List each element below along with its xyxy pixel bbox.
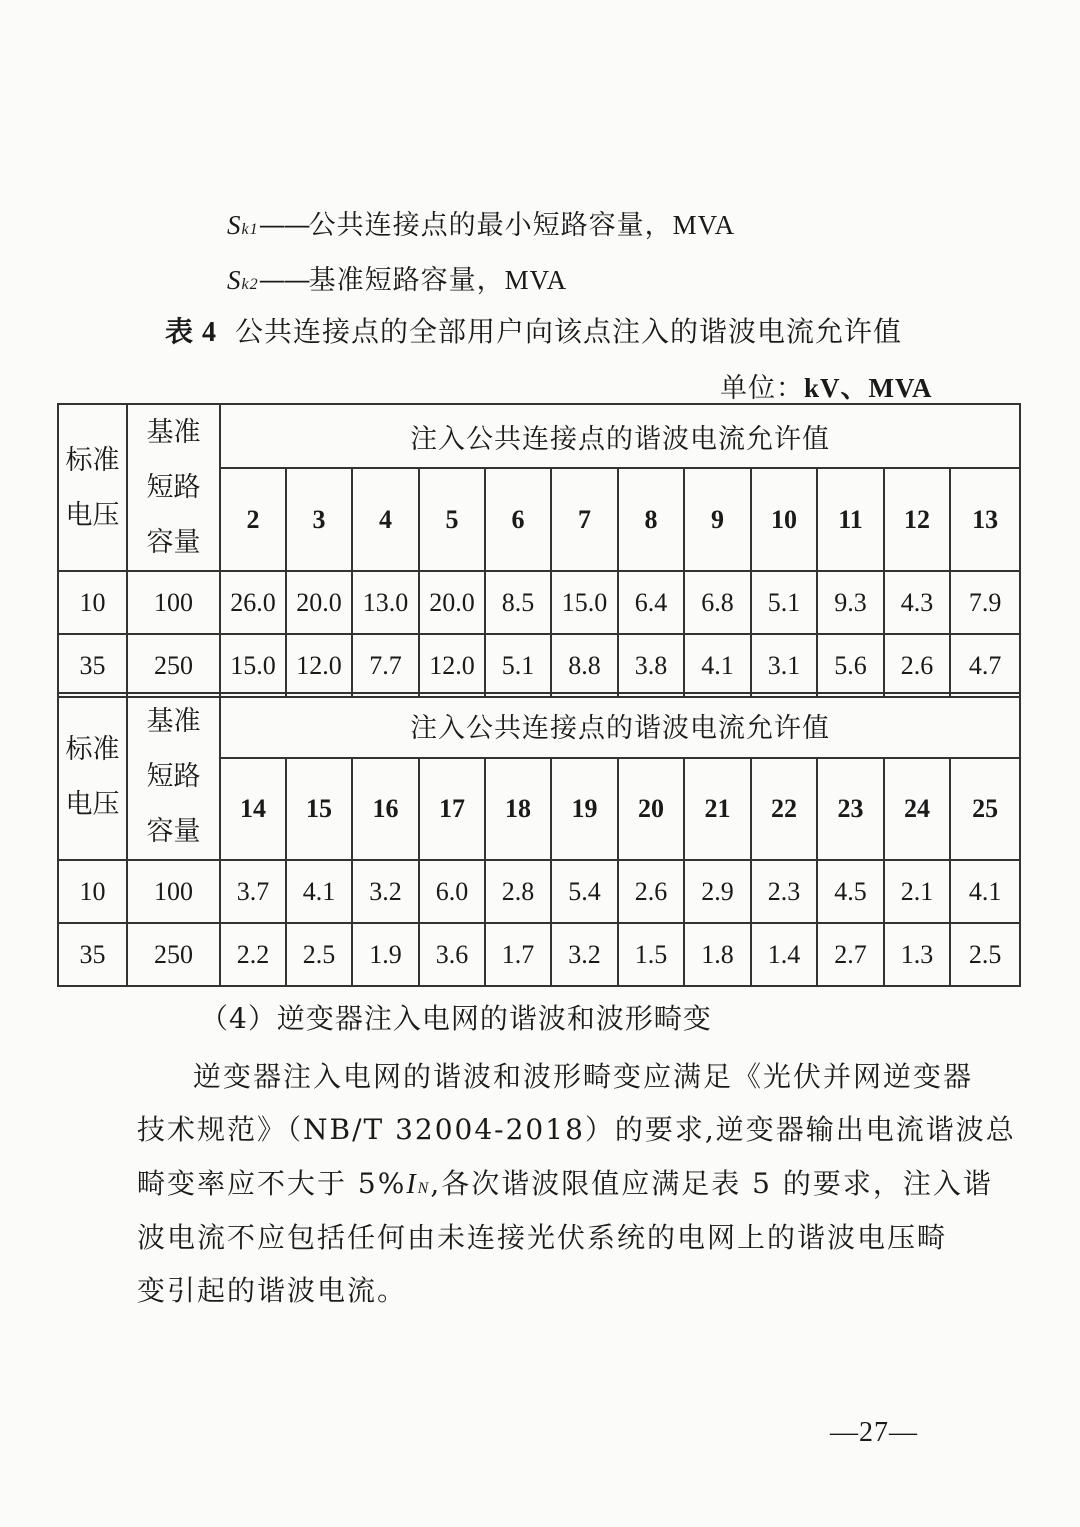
value-cell: 4.7 — [950, 634, 1020, 697]
value-cell: 15.0 — [220, 634, 286, 697]
paragraph-text: ,各次谐波限值应满足表 5 的要求，注入谐 — [430, 1167, 993, 1200]
value-cell: 20.0 — [286, 571, 352, 634]
value-cell: 2.1 — [884, 860, 950, 923]
voltage-cell: 35 — [58, 634, 127, 697]
unit-label: 单位： — [720, 373, 804, 404]
header-base-capacity: 基准短路容量 — [127, 693, 220, 860]
value-cell: 20.0 — [419, 571, 485, 634]
value-cell: 1.9 — [352, 923, 419, 986]
header-allowed-current: 注入公共连接点的谐波电流允许值 — [220, 404, 1020, 468]
value-cell: 2.9 — [684, 860, 751, 923]
harmonic-order: 15 — [286, 758, 352, 860]
table-title: 公共连接点的全部用户向该点注入的谐波电流允许值 — [235, 315, 903, 348]
harmonic-order: 3 — [286, 468, 352, 571]
current-symbol: I — [406, 1169, 418, 1200]
table-row — [58, 923, 1020, 986]
paragraph-text: 畸变率应不大于 5% — [137, 1167, 407, 1200]
header-standard-voltage: 标准电压 — [58, 693, 127, 860]
value-cell: 5.1 — [485, 634, 551, 697]
harmonic-order: 11 — [817, 468, 884, 571]
value-cell: 9.3 — [817, 571, 884, 634]
harmonic-order: 19 — [551, 758, 618, 860]
page-number: —27— — [830, 1417, 918, 1448]
table-row — [58, 571, 1020, 634]
value-cell: 3.2 — [551, 923, 618, 986]
value-cell: 2.5 — [950, 923, 1020, 986]
definition-dash: —— — [258, 265, 309, 296]
value-cell: 2.6 — [618, 860, 684, 923]
value-cell: 4.3 — [884, 571, 950, 634]
value-cell: 7.7 — [352, 634, 419, 697]
definition-symbol: S — [227, 265, 242, 295]
value-cell: 6.0 — [419, 860, 485, 923]
value-cell: 2.6 — [884, 634, 950, 697]
header-base-capacity: 基准短路容量 — [127, 404, 220, 571]
value-cell: 2.5 — [286, 923, 352, 986]
capacity-cell: 100 — [127, 571, 220, 634]
value-cell: 12.0 — [286, 634, 352, 697]
paragraph-line — [137, 1162, 993, 1202]
harmonic-order: 5 — [419, 468, 485, 571]
value-cell: 5.4 — [551, 860, 618, 923]
harmonic-order: 24 — [884, 758, 950, 860]
value-cell: 6.4 — [618, 571, 684, 634]
harmonic-order: 2 — [220, 468, 286, 571]
harmonic-order: 7 — [551, 468, 618, 571]
capacity-cell: 100 — [127, 860, 220, 923]
harmonic-order: 10 — [751, 468, 817, 571]
header-allowed-current: 注入公共连接点的谐波电流允许值 — [220, 693, 1020, 758]
harmonic-order: 9 — [684, 468, 751, 571]
value-cell: 5.6 — [817, 634, 884, 697]
harmonic-order: 25 — [950, 758, 1020, 860]
unit-line — [720, 366, 933, 405]
table-number: 表 4 — [165, 317, 218, 348]
value-cell: 15.0 — [551, 571, 618, 634]
harmonic-order: 18 — [485, 758, 551, 860]
paragraph-line: 逆变器注入电网的谐波和波形畸变应满足《光伏并网逆变器 — [193, 1060, 974, 1093]
table-caption — [165, 310, 902, 350]
definition-text: 基准短路容量， — [308, 265, 505, 296]
definition-symbol: S — [227, 210, 242, 240]
paragraph-line: 波电流不应包括任何由未连接光伏系统的电网上的谐波电压畸 — [137, 1221, 948, 1254]
value-cell: 4.1 — [286, 860, 352, 923]
value-cell: 3.6 — [419, 923, 485, 986]
value-cell: 2.8 — [485, 860, 551, 923]
value-cell: 1.7 — [485, 923, 551, 986]
value-cell: 3.1 — [751, 634, 817, 697]
value-cell: 8.8 — [551, 634, 618, 697]
value-cell: 4.5 — [817, 860, 884, 923]
section-heading: （4）逆变器注入电网的谐波和波形畸变 — [200, 1002, 712, 1035]
definition-sk2 — [227, 258, 567, 297]
value-cell: 26.0 — [220, 571, 286, 634]
harmonic-order: 12 — [884, 468, 950, 571]
harmonic-order: 22 — [751, 758, 817, 860]
value-cell: 2.3 — [751, 860, 817, 923]
definition-dash: —— — [258, 210, 309, 241]
definition-unit: MVA — [672, 210, 736, 240]
value-cell: 3.8 — [618, 634, 684, 697]
value-cell: 1.4 — [751, 923, 817, 986]
value-cell: 3.7 — [220, 860, 286, 923]
value-cell: 2.7 — [817, 923, 884, 986]
table-row — [58, 634, 1020, 697]
value-cell: 4.1 — [950, 860, 1020, 923]
value-cell: 5.1 — [751, 571, 817, 634]
paragraph-line: 变引起的谐波电流。 — [137, 1274, 408, 1307]
definition-subscript: k2 — [241, 276, 259, 293]
harmonic-order: 4 — [352, 468, 419, 571]
current-subscript: N — [417, 1180, 431, 1197]
harmonic-order: 16 — [352, 758, 419, 860]
voltage-cell: 10 — [58, 860, 127, 923]
value-cell: 4.1 — [684, 634, 751, 697]
harmonic-table-part-1 — [57, 403, 1021, 698]
definition-text: 公共连接点的最小短路容量， — [308, 210, 673, 241]
harmonic-order: 20 — [618, 758, 684, 860]
value-cell: 12.0 — [419, 634, 485, 697]
harmonic-order: 8 — [618, 468, 684, 571]
value-cell: 1.5 — [618, 923, 684, 986]
definition-subscript: k1 — [241, 221, 259, 238]
value-cell: 2.2 — [220, 923, 286, 986]
capacity-cell: 250 — [127, 923, 220, 986]
header-standard-voltage: 标准电压 — [58, 404, 127, 571]
voltage-cell: 10 — [58, 571, 127, 634]
voltage-cell: 35 — [58, 923, 127, 986]
definition-sk1 — [227, 203, 735, 242]
value-cell: 7.9 — [950, 571, 1020, 634]
value-cell: 8.5 — [485, 571, 551, 634]
paragraph-line: 技术规范》（NB/T 32004-2018）的要求,逆变器输出电流谐波总 — [137, 1113, 1016, 1146]
value-cell: 1.3 — [884, 923, 950, 986]
value-cell: 3.2 — [352, 860, 419, 923]
harmonic-order: 23 — [817, 758, 884, 860]
harmonic-order: 13 — [950, 468, 1020, 571]
definition-unit: MVA — [504, 265, 568, 295]
value-cell: 1.8 — [684, 923, 751, 986]
value-cell: 13.0 — [352, 571, 419, 634]
table-row — [58, 860, 1020, 923]
harmonic-order: 6 — [485, 468, 551, 571]
capacity-cell: 250 — [127, 634, 220, 697]
unit-values: kV、MVA — [804, 373, 933, 403]
harmonic-order: 17 — [419, 758, 485, 860]
value-cell: 6.8 — [684, 571, 751, 634]
harmonic-order: 14 — [220, 758, 286, 860]
harmonic-table-part-2 — [57, 692, 1021, 987]
harmonic-order: 21 — [684, 758, 751, 860]
